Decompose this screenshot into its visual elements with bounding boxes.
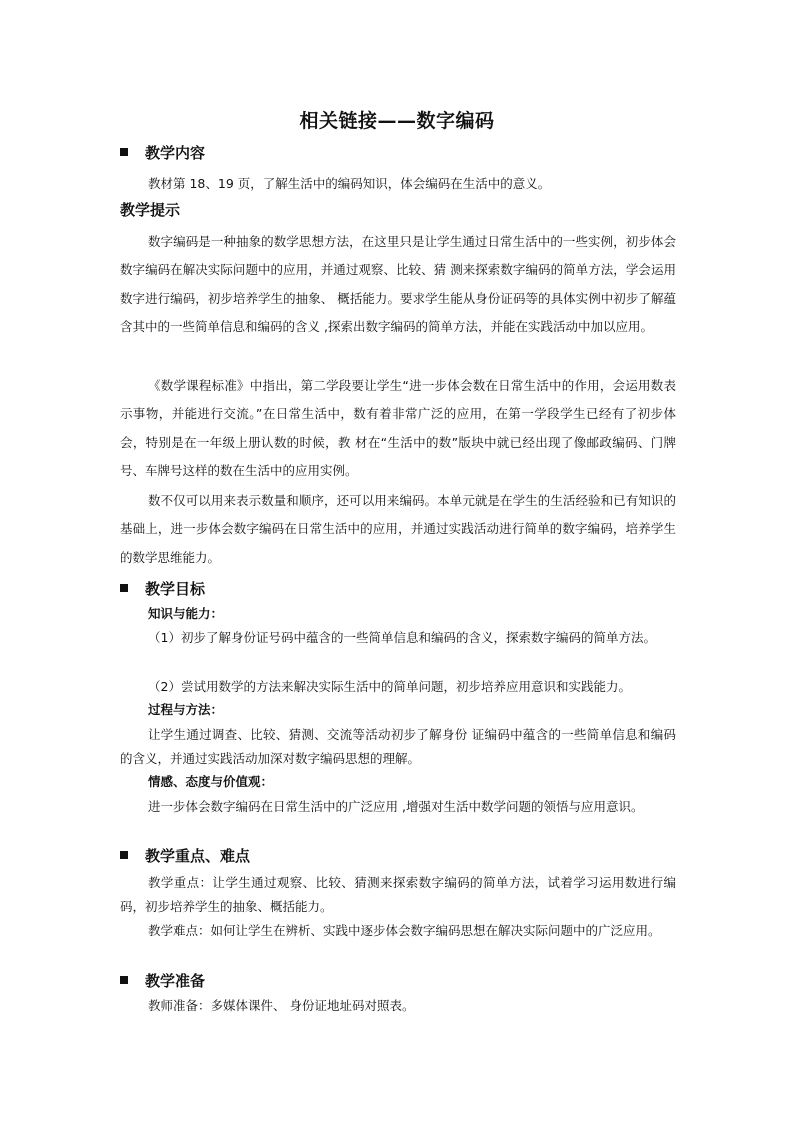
square-bullet-icon <box>120 584 128 592</box>
heading-text: 教学准备 <box>145 972 206 990</box>
process-label: 过程与方法： <box>148 702 224 717</box>
section-heading-key-points <box>120 846 250 866</box>
focus-paragraph: 教学重点：让学生通过观察、比较、猜测来探索数字编码的简单方法，试着学习运用数进行编码，初步培养学生的抽象、概括能力。 <box>120 875 676 914</box>
section-heading-preparation <box>120 971 205 991</box>
knowledge-item-1: （1）初步了解身份证号码中蕴含的一些简单信息和编码的含义，探索数字编码的简单方法。 <box>148 630 656 645</box>
section-heading-goals <box>120 579 205 599</box>
teacher-preparation: 教师准备：多媒体课件、 身份证地址码对照表。 <box>148 998 415 1013</box>
content-paragraph: 教材第 18、19 页，了解生活中的编码知识，体会编码在生活中的意义。 <box>148 176 551 191</box>
document-title: 相关链接——数字编码 <box>299 110 495 132</box>
hints-paragraph-3: 数不仅可以用来表示数量和顺序，还可以用来编码。本单元就是在学生的生活经验和已有知识的基础上，进一步体会数字编码在日常生活中的应用，并通过实践活动进行简单的数字编码，培养学生的数学思维能力。 <box>120 493 676 565</box>
section-heading-content <box>120 143 205 163</box>
attitude-paragraph: 进一步体会数字编码在日常生活中的广泛应用 ,增强对生活中数学问题的领悟与应用意识。 <box>148 799 644 814</box>
difficulty-paragraph: 教学难点：如何让学生在辨析、实践中逐步体会数字编码思想在解决实际问题中的广泛应用。 <box>148 923 661 938</box>
square-bullet-icon <box>120 851 128 859</box>
heading-text: 教学目标 <box>145 580 206 598</box>
hints-paragraph-2: 《数学课程标准》中指出，第二学段要让学生“进一步体会数在日常生活中的作用，会运用数表示事物，并能进行交流。”在日常生活中，数有着非常广泛的应用，在第一学段学生已经有了初步体会，特别是在一年级上册认数的时候，教 材在“生活中的数”版块中就已经出现了像邮政编码、门牌号、车牌号这样的数在生活中的应用实例。 <box>120 378 676 478</box>
square-bullet-icon <box>120 976 128 984</box>
heading-text: 教学重点、难点 <box>145 847 251 865</box>
square-bullet-icon <box>120 148 128 156</box>
hints-paragraph-1: 数字编码是一种抽象的数学思想方法，在这里只是让学生通过日常生活中的一些实例，初步体会数字编码在解决实际问题中的应用，并通过观察、比较、猜 测来探索数字编码的简单方法，学会运用数字进行编码，初步培养学生的抽象、 概括能力。要求学生能从身份证码等的具体实例中初步了解蕴含其中的一些简单信息和编码的含义 ,探索出数字编码的简单方法，并能在实践活动中加以应用。 <box>120 234 676 334</box>
section-heading-hints <box>120 200 180 220</box>
attitude-label: 情感、态度与价值观： <box>148 774 274 789</box>
process-paragraph: 让学生通过调查、比较、猜测、交流等活动初步了解身份 证编码中蕴含的一些简单信息和编码的含义，并通过实践活动加深对数字编码思想的理解。 <box>120 727 676 766</box>
heading-text: 教学提示 <box>120 201 181 219</box>
knowledge-label: 知识与能力： <box>148 606 224 621</box>
knowledge-item-2: （2）尝试用数学的方法来解决实际生活中的简单问题，初步培养应用意识和实践能力。 <box>148 679 631 694</box>
heading-text: 教学内容 <box>145 144 206 162</box>
